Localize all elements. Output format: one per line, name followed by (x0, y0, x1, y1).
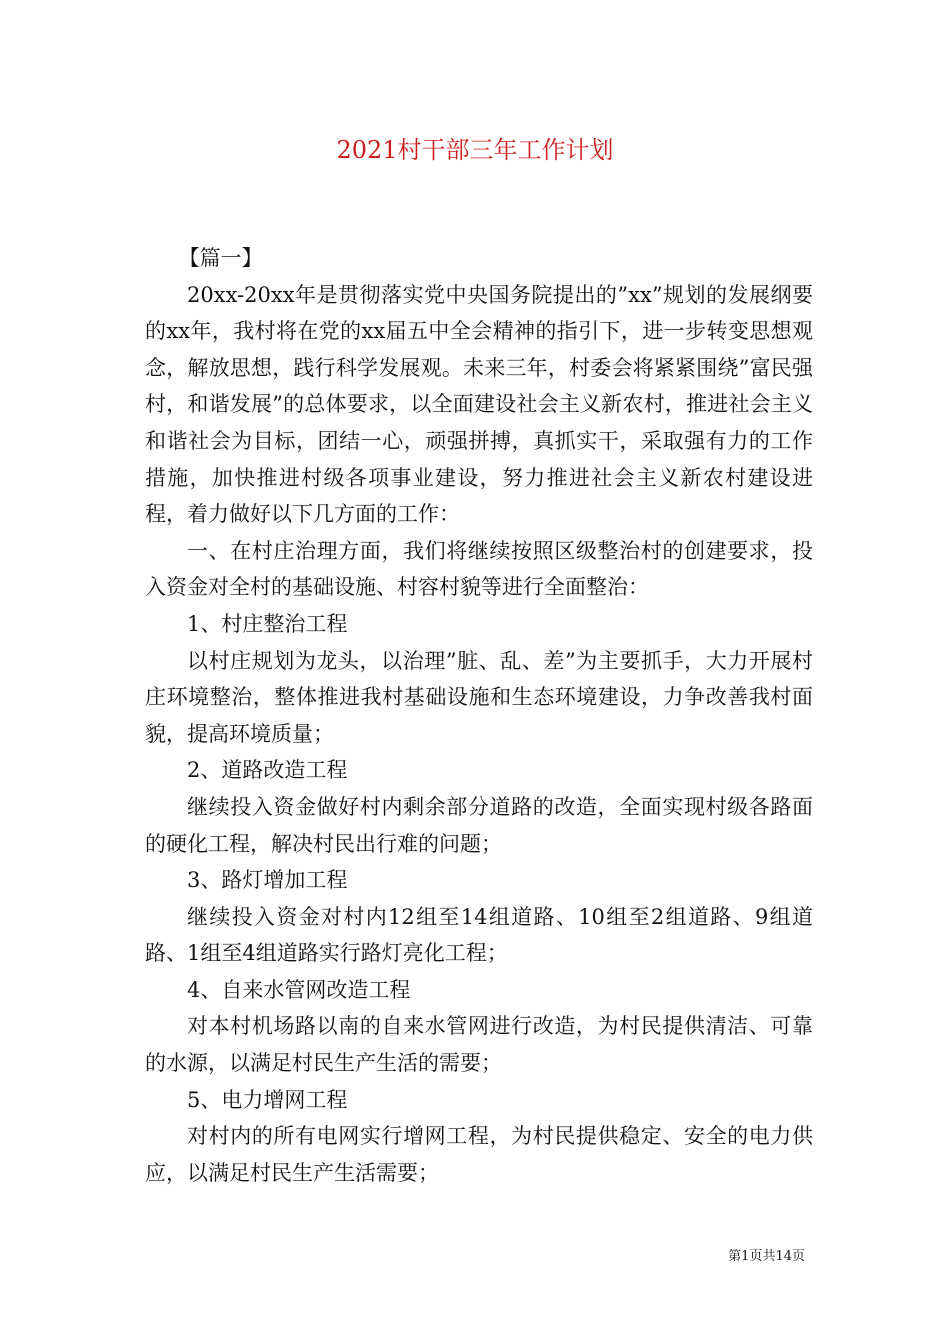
document-body (145, 240, 813, 1191)
road-renovation-paragraph: 继续投入资金做好村内剩余部分道路的改造，全面实现村级各路面的硬化工程，解决村民出行难的问题； (145, 794, 813, 856)
power-grid-paragraph: 对村内的所有电网实行增网工程，为村民提供稳定、安全的电力供应，以满足村民生产生活需要； (145, 1124, 813, 1185)
heading-streetlight: 3、路灯增加工程 (187, 868, 348, 893)
heading-village-renovation: 1、村庄整治工程 (187, 611, 348, 636)
page-indicator: 第1页共14页 (728, 1249, 805, 1264)
section-label: 【篇一】 (178, 246, 263, 270)
document-title: 2021村干部三年工作计划 (336, 136, 614, 164)
heading-road-renovation: 2、道路改造工程 (187, 758, 348, 783)
water-network-paragraph: 对本村机场路以南的自来水管网进行改造，为村民提供清洁、可靠的水源，以满足村民生产生活的需要； (145, 1014, 813, 1076)
village-governance-paragraph: 一、在村庄治理方面，我们将继续按照区级整治村的创建要求，投入资金对全村的基础设施、村容村貌等进行全面整治： (145, 538, 813, 600)
village-renovation-paragraph: 以村庄规划为龙头，以治理”脏、乱、差”为主要抓手，大力开展村庄环境整治，整体推进我村基础设施和生态环境建设，力争改善我村面貌，提高环境质量； (145, 648, 813, 746)
intro-paragraph: 20xx-20xx年是贯彻落实党中央国务院提出的”xx”规划的发展纲要的xx年，我村将在党的xx届五中全会精神的指引下，进一步转变思想观念，解放思想，践行科学发展观。未来三年，村委会将紧紧围绕”富民强村，和谐发展”的总体要求，以全面建设社会主义新农村，推进社会主义和谐社会为目标，团结一心，顽强拼搏，真抓实干，采取强有力的工作措施，加快推进村级各项事业建设，努力推进社会主义新农村建设进程，着力做好以下几方面的工作： (145, 282, 813, 527)
heading-power-grid: 5、电力增网工程 (187, 1087, 348, 1112)
heading-water-network: 4、自来水管网改造工程 (187, 977, 411, 1002)
streetlight-paragraph: 继续投入资金对村内12组至14组道路、10组至2组道路、9组道路、1组至4组道路实行路灯亮化工程； (145, 904, 813, 966)
